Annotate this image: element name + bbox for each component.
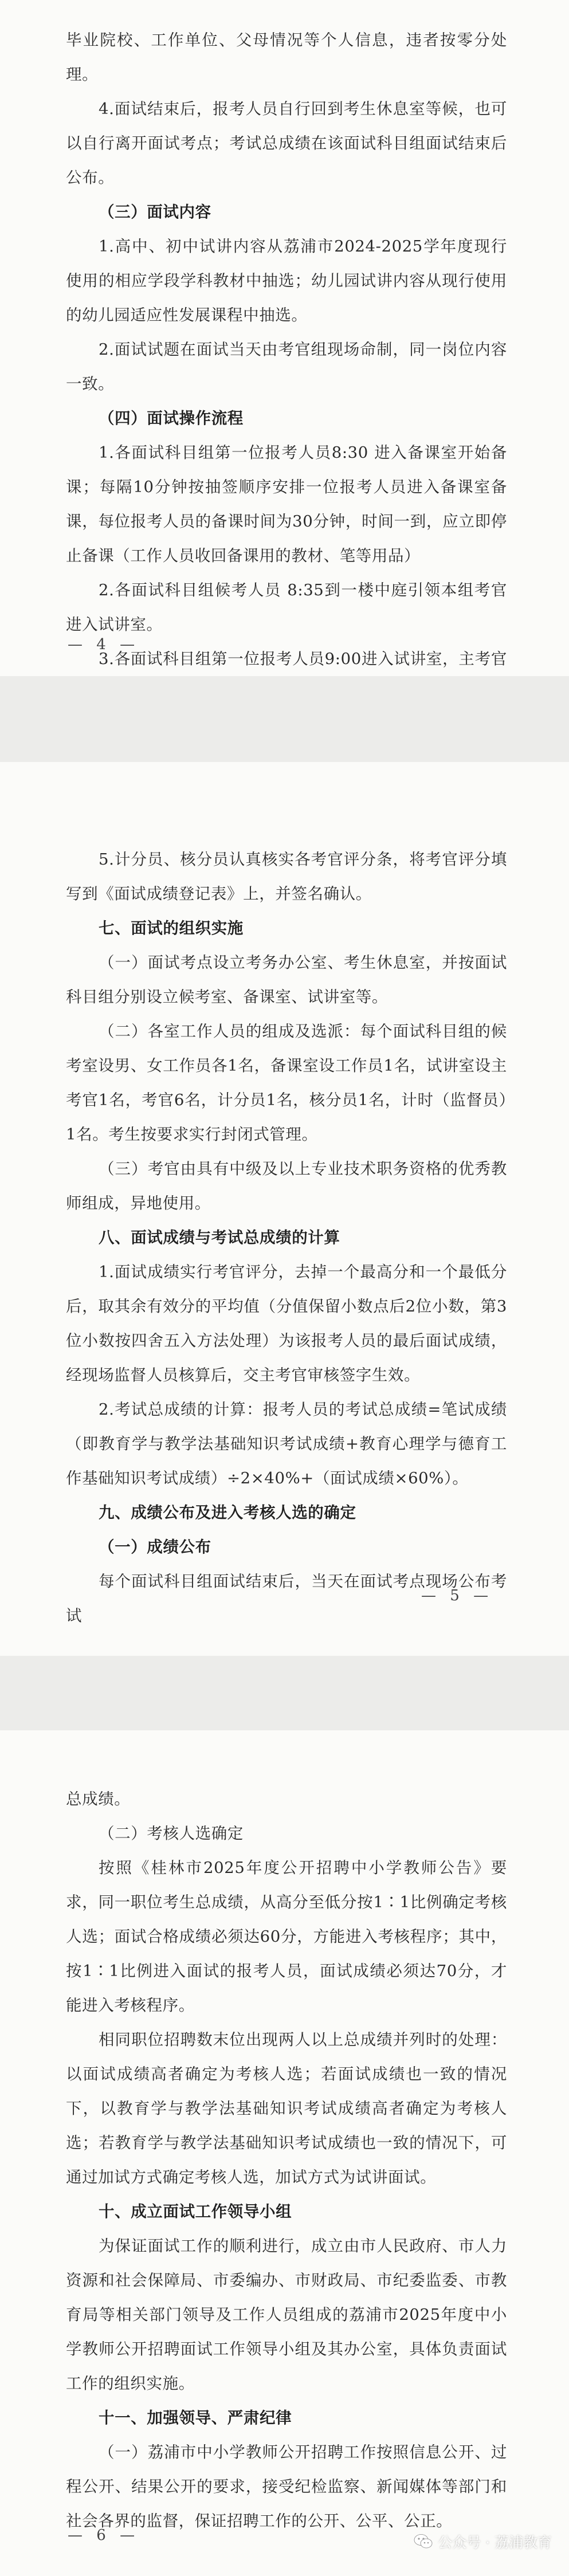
section-heading: 十、成立面试工作领导小组 <box>99 2202 292 2221</box>
paragraph: 总成绩。 <box>66 1790 131 1808</box>
paragraph: （一）荔浦市中小学教师公开招聘工作按照信息公开、过程公开、结果公开的要求，接受纪检监察、新闻媒体等部门和社会各界的监督，保证招聘工作的公开、公平、公正。 <box>66 2443 507 2530</box>
paragraph: 2.各面试科目组候考人员 8:35到一楼中庭引领本组考官进入试讲室。 <box>66 581 507 634</box>
wechat-icon <box>414 2534 433 2550</box>
page-number: — 6 — <box>68 2527 140 2544</box>
document-page-1 <box>0 0 569 676</box>
paragraph: 1.高中、初中试讲内容从荔浦市2024-2025学年度现行使用的相应学段学科教材中抽选；幼儿园试讲内容从现行使用的幼儿园适应性发展课程中抽选。 <box>66 237 507 324</box>
document-page-2 <box>0 762 569 1656</box>
paragraph: 毕业院校、工作单位、父母情况等个人信息，违者按零分处理。 <box>66 31 507 84</box>
page-3-body <box>66 1782 507 2538</box>
section-heading: （四）面试操作流程 <box>99 409 244 427</box>
page-separator <box>0 676 569 762</box>
paragraph: 每个面试科目组面试结束后，当天在面试考点现场公布考试 <box>66 1572 507 1625</box>
watermark-text: 公众号 · 荔浦教育 <box>438 2534 552 2551</box>
page-number: — 4 — <box>68 636 140 653</box>
paragraph: 2.考试总成绩的计算：报考人员的考试总成绩=笔试成绩（即教育学与教学法基础知识考试成绩+教育心理学与德育工作基础知识考试成绩）÷2×40%+（面试成绩×60%）。 <box>66 1400 507 1487</box>
section-heading: （一）成绩公布 <box>99 1538 211 1556</box>
page-number: — 5 — <box>421 1587 493 1604</box>
section-heading: 七、面试的组织实施 <box>99 919 244 937</box>
wechat-watermark <box>414 2531 552 2552</box>
paragraph: 4.面试结束后，报考人员自行回到考生休息室等候，也可以自行离开面试考点；考试总成绩在该面试科目组面试结束后公布。 <box>66 100 507 187</box>
paragraph: （一）面试考点设立考务办公室、考生休息室，并按面试科目组分别设立候考室、备课室、试讲室等。 <box>66 953 507 1006</box>
page-separator <box>0 1656 569 1730</box>
section-heading: 九、成绩公布及进入考核人选的确定 <box>99 1503 356 1522</box>
paragraph: 2.面试试题在面试当天由考官组现场命制，同一岗位内容一致。 <box>66 340 507 393</box>
paragraph: （二）各室工作人员的组成及选派：每个面试科目组的候考室设男、女工作员各1名，备课室设工作员1名，试讲室设主考官1名，考官6名，计分员1名，核分员1名，计时（监督员）1名。考生按要求实行封闭式管理。 <box>66 1022 507 1144</box>
section-heading: 十一、加强领导、严肃纪律 <box>99 2409 292 2427</box>
section-heading: （三）面试内容 <box>99 203 211 221</box>
paragraph: 相同职位招聘数末位出现两人以上总成绩并列时的处理：以面试成绩高者确定为考核人选；若面试成绩也一致的情况下，以教育学与教学法基础知识考试成绩高者确定为考核人选；若教育学与教学法基础知识考试成绩也一致的情况下，可通过加试方式确定考核人选，加试方式为试讲面试。 <box>66 2031 507 2186</box>
paragraph: 按照《桂林市2025年度公开招聘中小学教师公告》要求，同一职位考生总成绩，从高分至低分按1∶1比例确定考核人选；面试合格成绩必须达60分，方能进入考核程序；其中，按1∶1比例进入面试的报考人员，面试成绩必须达70分，才能进入考核程序。 <box>66 1859 507 2015</box>
document-page-3 <box>0 1730 569 2576</box>
paragraph: 1.各面试科目组第一位报考人员8:30 进入备课室开始备课；每隔10分钟按抽签顺序安排一位报考人员进入备课室备课，每位报考人员的备课时间为30分钟，时间一到，应立即停止备课（工作人员收回备课用的教材、笔等用品） <box>66 443 507 565</box>
paragraph: 3.各面试科目组第一位报考人员9:00进入试讲室，主考官 <box>99 650 507 668</box>
paragraph: 1.面试成绩实行考官评分，去掉一个最高分和一个最低分后，取其余有效分的平均值（分值保留小数点后2位小数，第3位小数按四舍五入方法处理）为该报考人员的最后面试成绩，经现场监督人员核算后，交主考官审核签字生效。 <box>66 1263 507 1384</box>
paragraph: （二）考核人选确定 <box>99 1824 244 1843</box>
paragraph: （三）考官由具有中级及以上专业技术职务资格的优秀教师组成，异地使用。 <box>66 1160 507 1212</box>
paragraph: 5.计分员、核分员认真核实各考官评分条，将考官评分填写到《面试成绩登记表》上，并签名确认。 <box>66 850 507 903</box>
section-heading: 八、面试成绩与考试总成绩的计算 <box>99 1228 340 1247</box>
paragraph: 为保证面试工作的顺利进行，成立由市人民政府、市人力资源和社会保障局、市委编办、市财政局、市纪委监委、市教育局等相关部门领导及工作人员组成的荔浦市2025年度中小学教师公开招聘面试工作领导小组及其办公室，具体负责面试工作的组织实施。 <box>66 2237 507 2393</box>
page-2-body <box>66 842 507 1633</box>
